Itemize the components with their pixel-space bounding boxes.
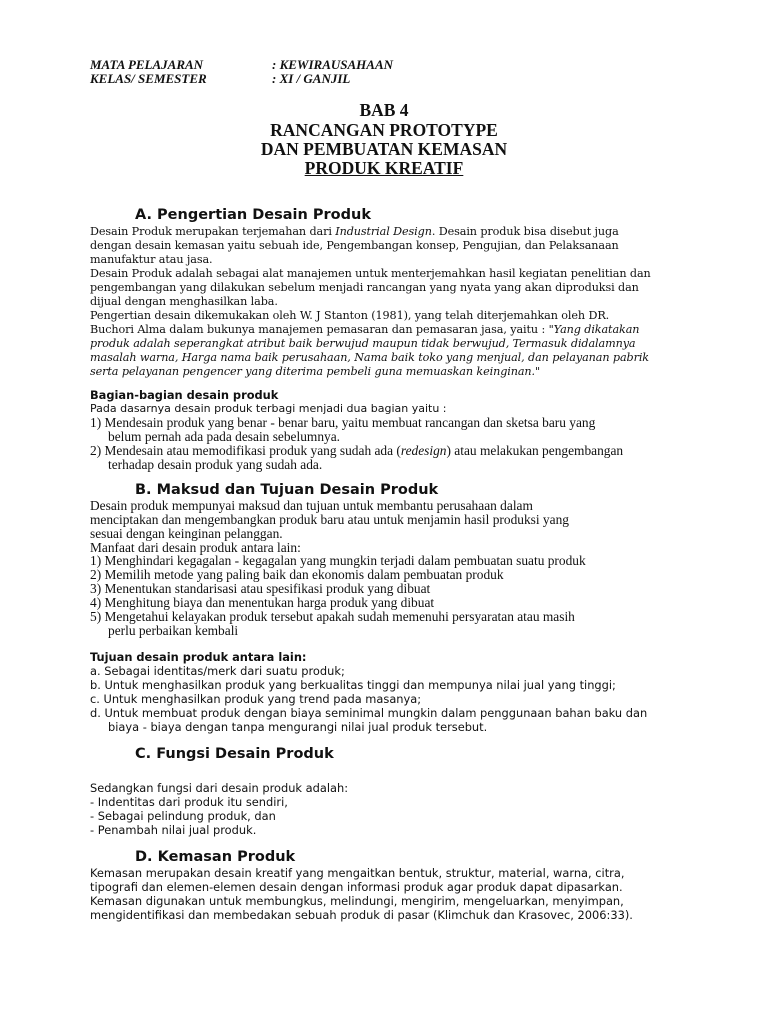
section-d-line1: Kemasan merupakan desain kreatif yang mengaitkan bentuk, struktur, material, warna, citra, — [90, 866, 625, 880]
goals-heading: Tujuan desain produk antara lain: — [90, 650, 307, 664]
goal-item-d-line2: biaya - biaya dengan tanpa mengurangi nilai jual produk tersebut. — [108, 720, 488, 734]
goal-item-b: b. Untuk menghasilkan produk yang berkualitas tinggi dan mempunya nilai jual yang tinggi; — [90, 678, 616, 692]
section-d-heading: D. Kemasan Produk — [135, 849, 296, 865]
section-a-p1-line2: dengan desain kemasan yaitu sebuah ide, Pengembangan konsep, Pengujian, dan Pelaksanaan — [90, 239, 619, 252]
goal-item-d-line1: d. Untuk membuat produk dengan biaya seminimal mungkin dalam penggunaan bahan baku dan — [90, 706, 648, 720]
term-redesign: redesign — [400, 443, 447, 458]
subject-label: MATA PELAJARAN — [90, 57, 204, 72]
class-value: : XI / GANJIL — [272, 71, 351, 86]
benefit-item-5-line2: perlu perbaikan kembali — [108, 623, 239, 638]
chapter-number: BAB 4 — [359, 100, 409, 120]
text-run: ) atau melakukan pengembangan — [446, 443, 624, 458]
section-a-heading: A. Pengertian Desain Produk — [135, 207, 371, 223]
function-item-1: - Indentitas dari produk itu sendiri, — [90, 795, 288, 809]
benefits-intro: Manfaat dari desain produk antara lain: — [90, 540, 301, 555]
text-run: Buchori Alma dalam bukunya manajemen pemasaran dan pemasaran jasa, yaitu : " — [90, 323, 554, 336]
parts-item-1-line2: belum pernah ada pada desain sebelumnya. — [108, 429, 341, 444]
function-item-3: - Penambah nilai jual produk. — [90, 823, 257, 837]
parts-item-2-line2: terhadap desain produk yang sudah ada. — [108, 457, 323, 472]
section-d-line4: mengidentifikasi dan membedakan sebuah produk di pasar (Klimchuk dan Krasovec, 2006:33). — [90, 908, 633, 922]
chapter-title-line3: PRODUK KREATIF — [304, 158, 464, 178]
section-c-heading: C. Fungsi Desain Produk — [135, 746, 334, 762]
section-a-p3-line4: masalah warna, Harga nama baik perusahaan, Nama baik toko yang menjual, dan pelayanan pabrik — [90, 351, 649, 364]
section-a-p3-line3: produk adalah seperangkat atribut baik berwujud maupun tidak berwujud, Termasuk didalamnya — [90, 337, 636, 350]
benefit-item-3: 3) Menentukan standarisasi atau spesifikasi produk yang dibuat — [90, 581, 431, 596]
section-b-heading: B. Maksud dan Tujuan Desain Produk — [135, 482, 439, 498]
section-b-p1-line1: Desain produk mempunyai maksud dan tujuan untuk membantu perusahaan dalam — [90, 498, 533, 513]
section-a-p2-line1: Desain Produk adalah sebagai alat manajemen untuk menterjemahkan hasil kegiatan penelitian dan — [90, 267, 651, 280]
parts-heading: Bagian-bagian desain produk — [90, 388, 279, 402]
section-d-line3: Kemasan digunakan untuk membungkus, melindungi, mengirim, mengeluarkan, menyimpan, — [90, 894, 624, 908]
class-label: KELAS/ SEMESTER — [90, 71, 207, 86]
text-run: 2) Mendesain atau memodifikasi produk yang sudah ada ( — [90, 443, 401, 458]
benefit-item-5-line1: 5) Mengetahui kelayakan produk tersebut apakah sudah memenuhi persyaratan atau masih — [90, 609, 575, 624]
goal-item-c: c. Untuk menghasilkan produk yang trend pada masanya; — [90, 692, 422, 706]
section-c-intro: Sedangkan fungsi dari desain produk adalah: — [90, 781, 349, 795]
section-a-p2-line3: dijual dengan menghasilkan laba. — [90, 295, 278, 308]
section-a-p2-line2: pengembangan yang dilakukan sebelum menjadi rancangan yang nyata yang akan diproduksi dan — [90, 281, 639, 294]
benefit-item-4: 4) Menghitung biaya dan menentukan harga produk yang dibuat — [90, 595, 435, 610]
section-b-p1-line3: sesuai dengan keinginan pelanggan. — [90, 526, 283, 541]
chapter-title-line3-wrap — [0, 158, 768, 179]
benefit-item-1: 1) Menghindari kegagalan - kegagalan yang mungkin terjadi dalam pembuatan suatu produk — [90, 553, 586, 568]
text-run: . Desain produk bisa disebut juga — [431, 225, 619, 238]
section-a-p1-line1 — [90, 225, 619, 238]
quote-start: Yang dikatakan — [553, 323, 640, 336]
chapter-title-line2: DAN PEMBUATAN KEMASAN — [260, 139, 508, 159]
section-a-p3-line1: Pengertian desain dikemukakan oleh W. J Stanton (1981), yang telah diterjemahkan oleh DR. — [90, 309, 610, 322]
term-industrial-design: Industrial Design — [335, 225, 432, 238]
section-a-p3-line2 — [90, 323, 639, 336]
subject-value: : KEWIRAUSAHAAN — [272, 57, 394, 72]
chapter-title-line1: RANCANGAN PROTOTYPE — [270, 120, 498, 140]
text-run: Desain Produk merupakan terjemahan dari — [90, 225, 336, 238]
section-b-p1-line2: menciptakan dan mengembangkan produk baru atau untuk menjamin hasil produksi yang — [90, 512, 569, 527]
section-a-p3-line5: serta pelayanan pengencer yang diterima pembeli guna memuaskan keinginan." — [90, 365, 541, 378]
parts-item-1-line1: 1) Mendesain produk yang benar - benar baru, yaitu membuat rancangan dan sketsa baru yang — [90, 415, 596, 430]
goal-item-a: a. Sebagai identitas/merk dari suatu produk; — [90, 664, 345, 678]
benefit-item-2: 2) Memilih metode yang paling baik dan ekonomis dalam pembuatan produk — [90, 567, 504, 582]
section-d-line2: tipografi dan elemen-elemen desain dengan informasi produk agar produk dapat dipasarkan. — [90, 880, 623, 894]
section-a-p1-line3: manufaktur atau jasa. — [90, 253, 213, 266]
parts-intro: Pada dasarnya desain produk terbagi menjadi dua bagian yaitu : — [90, 402, 447, 415]
function-item-2: - Sebagai pelindung produk, dan — [90, 809, 276, 823]
